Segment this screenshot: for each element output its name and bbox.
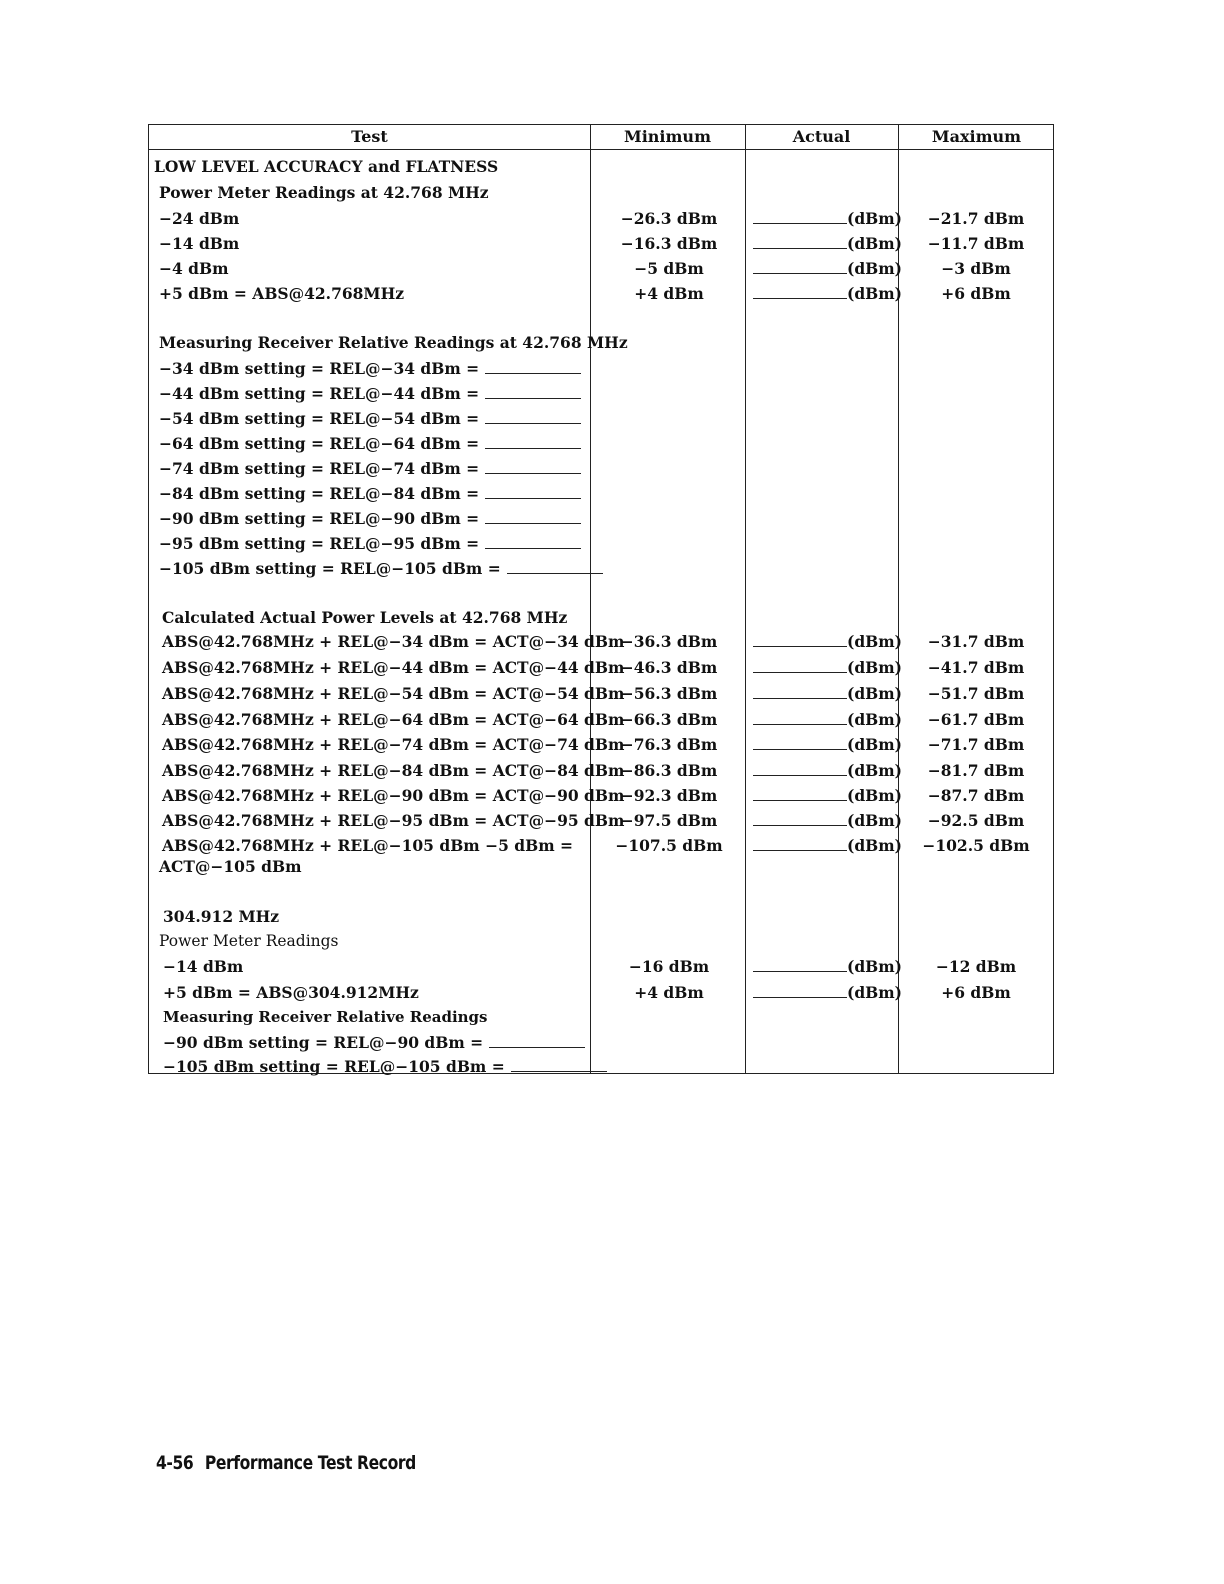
actual-entry-field[interactable]: (dBm) — [753, 786, 895, 805]
table-row: ABS@42.768MHz + REL@−74 dBm = ACT@−74 dBm −76.3 dBm (dBm) −71.7 dBm — [162, 735, 1025, 754]
rel-reading-row[interactable]: −44 dBm setting = REL@−44 dBm = — [149, 384, 1053, 408]
section-title: 304.912 MHz — [163, 907, 280, 926]
page-footer — [156, 1452, 427, 1474]
actual-entry-field[interactable]: (dBm) — [753, 761, 895, 780]
actual-entry-field[interactable]: (dBm) — [753, 811, 895, 830]
actual-entry-field[interactable]: (dBm) — [753, 836, 895, 855]
rel-reading-row[interactable]: −84 dBm setting = REL@−84 dBm = — [149, 484, 1053, 508]
table-row: ABS@42.768MHz + REL@−54 dBm = ACT@−54 dBm −56.3 dBm (dBm) −51.7 dBm — [162, 684, 1025, 703]
rel-reading-row[interactable]: −54 dBm setting = REL@−54 dBm = — [149, 409, 1053, 433]
header-divider — [149, 149, 1053, 150]
actual-entry-field[interactable]: (dBm) — [753, 209, 895, 228]
table-row: +5 dBm = ABS@304.912MHz +4 dBm (dBm) +6 dBm — [163, 983, 1011, 1002]
table-row: +5 dBm = ABS@42.768MHz +4 dBm (dBm) +6 dBm — [159, 284, 1011, 303]
actual-entry-field[interactable]: (dBm) — [753, 658, 895, 677]
table-row: ABS@42.768MHz + REL@−105 dBm −5 dBm = −107.5 dBm (dBm) −102.5 dBm — [162, 836, 1030, 855]
header-minimum: Minimum — [624, 127, 711, 146]
actual-entry-field[interactable]: (dBm) — [753, 684, 895, 703]
section-title: Measuring Receiver Relative Readings at 42.768 MHz — [159, 333, 628, 352]
actual-entry-field[interactable]: (dBm) — [753, 983, 895, 1002]
rel-reading-row[interactable]: −105 dBm setting = REL@−105 dBm = — [149, 559, 1053, 583]
performance-test-table — [148, 124, 1054, 1074]
table-row: −14 dBm −16.3 dBm (dBm) −11.7 dBm — [159, 234, 1025, 253]
rel-reading-row[interactable]: −90 dBm setting = REL@−90 dBm = — [149, 509, 1053, 533]
table-row: ABS@42.768MHz + REL@−84 dBm = ACT@−84 dBm −86.3 dBm (dBm) −81.7 dBm — [162, 761, 1025, 780]
section-subtitle: Measuring Receiver Relative Readings — [163, 1008, 488, 1026]
table-row: ABS@42.768MHz + REL@−44 dBm = ACT@−44 dBm −46.3 dBm (dBm) −41.7 dBm — [162, 658, 1025, 677]
section-title: LOW LEVEL ACCURACY and FLATNESS — [154, 157, 499, 176]
rel-reading-row[interactable]: −105 dBm setting = REL@−105 dBm = — [149, 1057, 1053, 1081]
actual-entry-field[interactable]: (dBm) — [753, 710, 895, 729]
table-row: −4 dBm −5 dBm (dBm) −3 dBm — [159, 259, 1011, 278]
table-row: ABS@42.768MHz + REL@−95 dBm = ACT@−95 dBm −97.5 dBm (dBm) −92.5 dBm — [162, 811, 1025, 830]
rel-reading-row[interactable]: −64 dBm setting = REL@−64 dBm = — [149, 434, 1053, 458]
actual-entry-field[interactable]: (dBm) — [753, 632, 895, 651]
actual-entry-field[interactable]: (dBm) — [753, 957, 895, 976]
header-actual: Actual — [792, 127, 851, 146]
rel-reading-row[interactable]: −74 dBm setting = REL@−74 dBm = — [149, 459, 1053, 483]
table-row: −24 dBm −26.3 dBm (dBm) −21.7 dBm — [159, 209, 1025, 228]
table-row: −14 dBm −16 dBm (dBm) −12 dBm — [163, 957, 1017, 976]
actual-entry-field[interactable]: (dBm) — [753, 234, 895, 253]
header-maximum: Maximum — [931, 127, 1022, 146]
section-title: Calculated Actual Power Levels at 42.768 MHz — [162, 608, 568, 627]
actual-entry-field[interactable]: (dBm) — [753, 284, 895, 303]
rel-reading-row[interactable]: −95 dBm setting = REL@−95 dBm = — [149, 534, 1053, 558]
footer-title: Performance Test Record — [204, 1452, 416, 1474]
header-test: Test — [351, 127, 388, 146]
section-subtitle: Power Meter Readings — [159, 932, 339, 950]
rel-reading-row[interactable]: −90 dBm setting = REL@−90 dBm = — [149, 1033, 1053, 1057]
table-row-continuation: ACT@−105 dBm — [159, 857, 302, 876]
section-subtitle: Power Meter Readings at 42.768 MHz — [159, 183, 489, 202]
table-row: ABS@42.768MHz + REL@−64 dBm = ACT@−64 dBm −66.3 dBm (dBm) −61.7 dBm — [162, 710, 1025, 729]
table-row: ABS@42.768MHz + REL@−34 dBm = ACT@−34 dBm −36.3 dBm (dBm) −31.7 dBm — [162, 632, 1025, 651]
actual-entry-field[interactable]: (dBm) — [753, 259, 895, 278]
rel-reading-row[interactable]: −34 dBm setting = REL@−34 dBm = — [149, 359, 1053, 383]
page-number: 4-56 — [156, 1452, 194, 1474]
actual-entry-field[interactable]: (dBm) — [753, 735, 895, 754]
table-row: ABS@42.768MHz + REL@−90 dBm = ACT@−90 dBm −92.3 dBm (dBm) −87.7 dBm — [162, 786, 1025, 805]
